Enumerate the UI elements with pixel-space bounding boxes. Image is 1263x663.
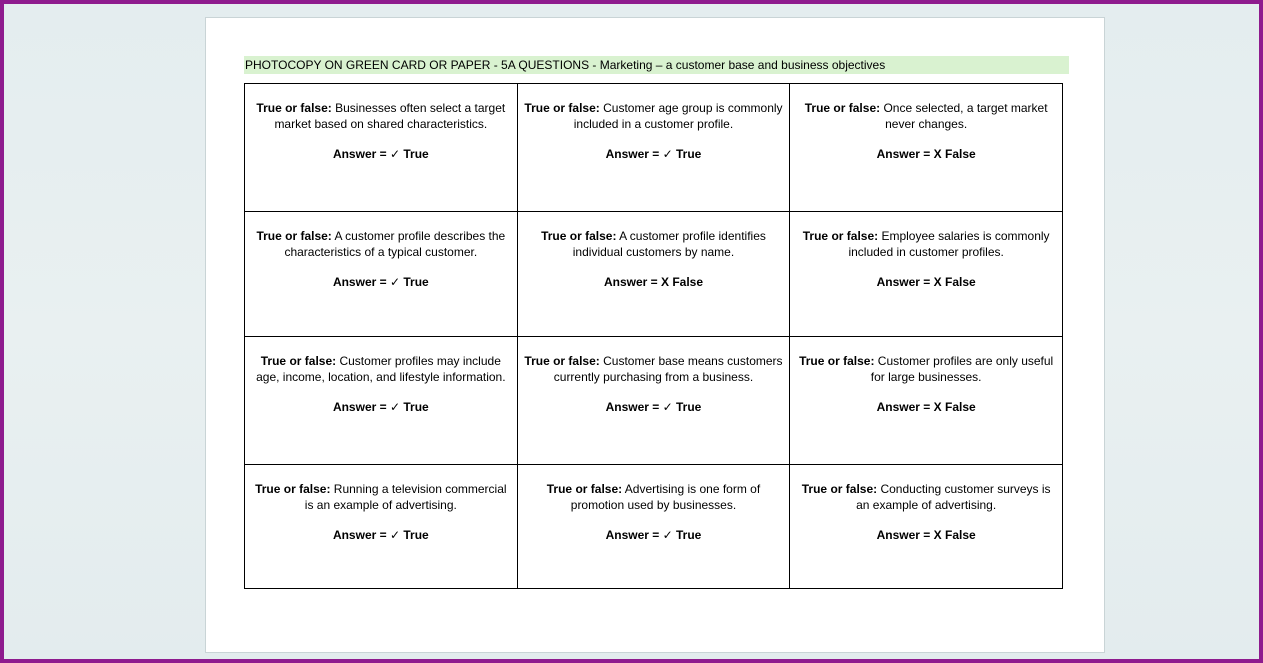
question-text (795, 100, 1057, 146)
question-card (790, 337, 1063, 465)
question-card (245, 465, 518, 589)
answer-text: Answer = X False (876, 528, 976, 542)
question-text (250, 228, 512, 274)
question-statement: Customer profiles may include age, income, location, and lifestyle information. (256, 354, 506, 384)
card-row (245, 465, 1063, 589)
question-text (250, 481, 512, 527)
card-row (245, 84, 1063, 212)
question-card (517, 84, 790, 212)
question-card (245, 212, 518, 337)
answer-text: Answer = X False (876, 400, 976, 414)
question-statement: Advertising is one form of promotion used by businesses. (570, 482, 761, 512)
answer-text: Answer = ✓ True (332, 400, 429, 414)
question-text (250, 100, 512, 146)
answer-text: Answer = ✓ True (605, 528, 702, 542)
question-text (523, 100, 785, 146)
question-statement: Customer base means customers currently purchasing from a business. (553, 354, 783, 384)
question-card (790, 212, 1063, 337)
question-label: True or false: (799, 354, 875, 368)
question-label: True or false: (260, 354, 337, 368)
question-statement: Customer profiles are only useful for large businesses. (870, 354, 1054, 384)
question-card (517, 465, 790, 589)
question-statement: Conducting customer surveys is an example of advertising. (856, 482, 1051, 512)
question-text (795, 353, 1057, 399)
question-statement: Running a television commercial is an example of advertising. (304, 482, 507, 512)
question-text (795, 481, 1057, 527)
question-label: True or false: (255, 482, 331, 496)
question-label: True or false: (546, 482, 623, 496)
question-statement: A customer profile describes the characteristics of a typical customer. (284, 229, 506, 259)
question-text (523, 353, 785, 399)
question-statement: Businesses often select a target market based on shared characteristics. (274, 101, 506, 131)
card-row (245, 212, 1063, 337)
question-card (245, 337, 518, 465)
answer-text: Answer = ✓ True (332, 147, 429, 161)
question-label: True or false: (524, 101, 600, 115)
question-label: True or false: (524, 354, 600, 368)
question-label: True or false: (801, 482, 878, 496)
question-label: True or false: (256, 101, 332, 115)
question-text (250, 353, 512, 399)
question-label: True or false: (256, 229, 332, 243)
question-card (790, 465, 1063, 589)
question-card (517, 337, 790, 465)
question-statement: Employee salaries is commonly included in customer profiles. (848, 229, 1050, 259)
question-cards-table (244, 83, 1063, 589)
card-row (245, 337, 1063, 465)
question-label: True or false: (804, 101, 881, 115)
document-page (205, 17, 1105, 653)
question-statement: Customer age group is commonly included in a customer profile. (573, 101, 783, 131)
question-label: True or false: (802, 229, 879, 243)
answer-text: Answer = X False (876, 147, 976, 161)
question-card (790, 84, 1063, 212)
question-label: True or false: (541, 229, 617, 243)
question-card (245, 84, 518, 212)
answer-text: Answer = X False (876, 275, 976, 289)
answer-text: Answer = ✓ True (332, 275, 429, 289)
question-text (795, 228, 1057, 274)
question-statement: A customer profile identifies individual customers by name. (572, 229, 766, 259)
question-statement: Once selected, a target market never changes. (883, 101, 1048, 131)
answer-text: Answer = ✓ True (605, 147, 702, 161)
answer-text: Answer = X False (603, 275, 703, 289)
document-heading: PHOTOCOPY ON GREEN CARD OR PAPER - 5A QUESTIONS - Marketing – a customer base and business objectives (244, 56, 1069, 74)
question-card (517, 212, 790, 337)
question-text (523, 481, 785, 527)
question-text (523, 228, 785, 274)
answer-text: Answer = ✓ True (332, 528, 429, 542)
answer-text: Answer = ✓ True (605, 400, 702, 414)
